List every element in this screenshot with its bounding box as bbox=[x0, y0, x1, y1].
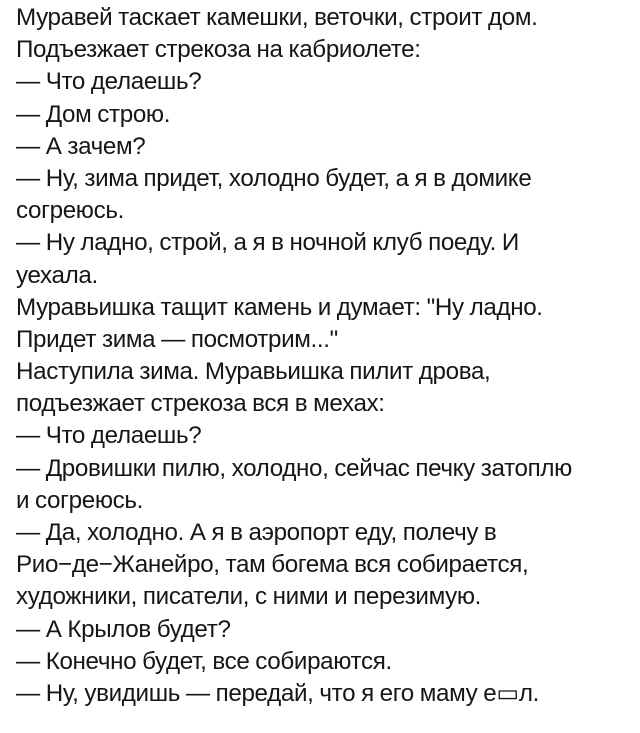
story-line: — Что делаешь? bbox=[16, 422, 202, 450]
story-line: Муравьишка тащит камень и думает: "Ну ладно. bbox=[16, 293, 543, 321]
story-line: — Дровишки пилю, холодно, сейчас печку затоплю bbox=[16, 454, 572, 482]
story-line: — Ну, увидишь — передай, что я его маму е▭л. bbox=[16, 679, 539, 707]
story-line: — Что делаешь? bbox=[16, 68, 202, 96]
story-line: — Ну ладно, строй, а я в ночной клуб поеду. И bbox=[16, 229, 519, 257]
story-line: художники, писатели, с ними и перезимую. bbox=[16, 583, 482, 611]
story-line: Придет зима — посмотрим..." bbox=[16, 325, 338, 353]
story-line: — Конечно будет, все собираются. bbox=[16, 647, 392, 675]
story-line: и согреюсь. bbox=[16, 486, 143, 514]
story-line: Рио−де−Жанейро, там богема вся собирается, bbox=[16, 551, 529, 579]
story-line: — Ну, зима придет, холодно будет, а я в домике bbox=[16, 164, 532, 192]
story-line: Муравей таскает камешки, веточки, строит дом. bbox=[16, 4, 538, 31]
story-line: — А зачем? bbox=[16, 132, 146, 160]
story-line: — А Крылов будет? bbox=[16, 615, 231, 643]
story-line: Наступила зима. Муравьишка пилит дрова, bbox=[16, 358, 491, 386]
story-line: — Дом строю. bbox=[16, 100, 171, 128]
story-text bbox=[16, 2, 631, 710]
story-line: — Да, холодно. А я в аэропорт еду, полечу в bbox=[16, 519, 497, 546]
story-line: согреюсь. bbox=[16, 197, 124, 225]
story-line: уехала. bbox=[16, 261, 98, 289]
story-line: подъезжает стрекоза вся в мехах: bbox=[16, 390, 385, 418]
story-line: Подъезжает стрекоза на кабриолете: bbox=[16, 36, 421, 64]
